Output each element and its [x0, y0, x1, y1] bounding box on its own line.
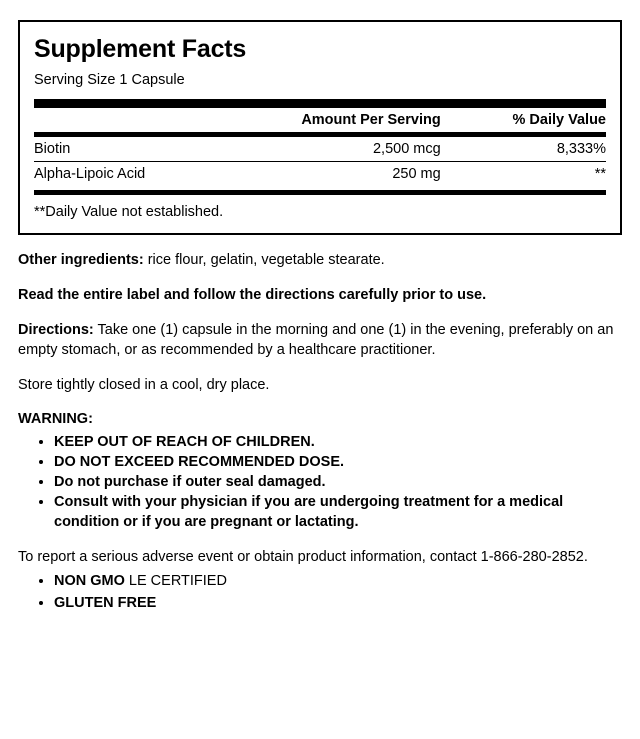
certification-list	[18, 571, 622, 614]
column-header-nutrient	[34, 108, 263, 132]
panel-rule-thick	[34, 99, 606, 108]
nutrient-daily-value: 8,333%	[556, 140, 606, 157]
table-row	[34, 161, 606, 186]
directions-paragraph	[18, 320, 622, 360]
other-ingredients-paragraph	[18, 250, 622, 270]
directions-label: Directions:	[18, 321, 94, 338]
list-item: • Consult with your physician if you are undergoing treatment for a medical condition or if you are pregnant or lactating.	[54, 493, 622, 532]
label-body-copy	[16, 250, 624, 614]
nutrient-name: Biotin	[34, 140, 71, 157]
adverse-event-paragraph: To report a serious adverse event or obtain product information, contact 1-866-280-2852.	[18, 549, 588, 566]
column-header-amount: Amount Per Serving	[301, 111, 441, 128]
certification-bold: NON GMO	[54, 573, 125, 590]
table-row	[34, 137, 606, 162]
storage-paragraph: Store tightly closed in a cool, dry place.	[18, 376, 270, 393]
warning-list	[18, 433, 622, 532]
nutrient-amount: 250 mg	[263, 161, 469, 186]
serving-size: Serving Size 1 Capsule	[34, 72, 185, 89]
supplement-facts-rows	[34, 137, 606, 186]
daily-value-footnote: **Daily Value not established.	[34, 203, 224, 220]
list-item: • DO NOT EXCEED RECOMMENDED DOSE.	[54, 453, 622, 472]
list-item	[54, 593, 622, 614]
list-item: • KEEP OUT OF REACH OF CHILDREN.	[54, 433, 622, 452]
column-header-daily-value: % Daily Value	[512, 111, 606, 128]
nutrient-daily-value: **	[469, 161, 606, 186]
panel-title: Supplement Facts	[34, 35, 247, 63]
warning-heading: WARNING:	[18, 410, 93, 427]
supplement-facts-panel	[18, 20, 622, 235]
nutrient-amount: 2,500 mcg	[372, 140, 441, 157]
list-item: • Do not purchase if outer seal damaged.	[54, 473, 622, 492]
certification-normal: LE CERTIFIED	[124, 573, 227, 590]
list-item	[54, 571, 622, 592]
certification-bold: GLUTEN FREE	[54, 595, 157, 612]
nutrient-name: Alpha-Lipoic Acid	[34, 161, 263, 186]
table-header-row	[34, 108, 606, 132]
read-label-text: Read the entire label and follow the directions carefully prior to use.	[18, 286, 487, 303]
directions-text: Take one (1) capsule in the morning and one (1) in the evening, preferably on an empty stomach, or as recommended by a healthcare practitioner.	[18, 321, 614, 358]
read-label-paragraph	[18, 285, 622, 305]
other-ingredients-text: rice flour, gelatin, vegetable stearate.	[143, 251, 385, 268]
other-ingredients-label: Other ingredients:	[18, 251, 144, 268]
supplement-facts-table	[34, 108, 606, 132]
